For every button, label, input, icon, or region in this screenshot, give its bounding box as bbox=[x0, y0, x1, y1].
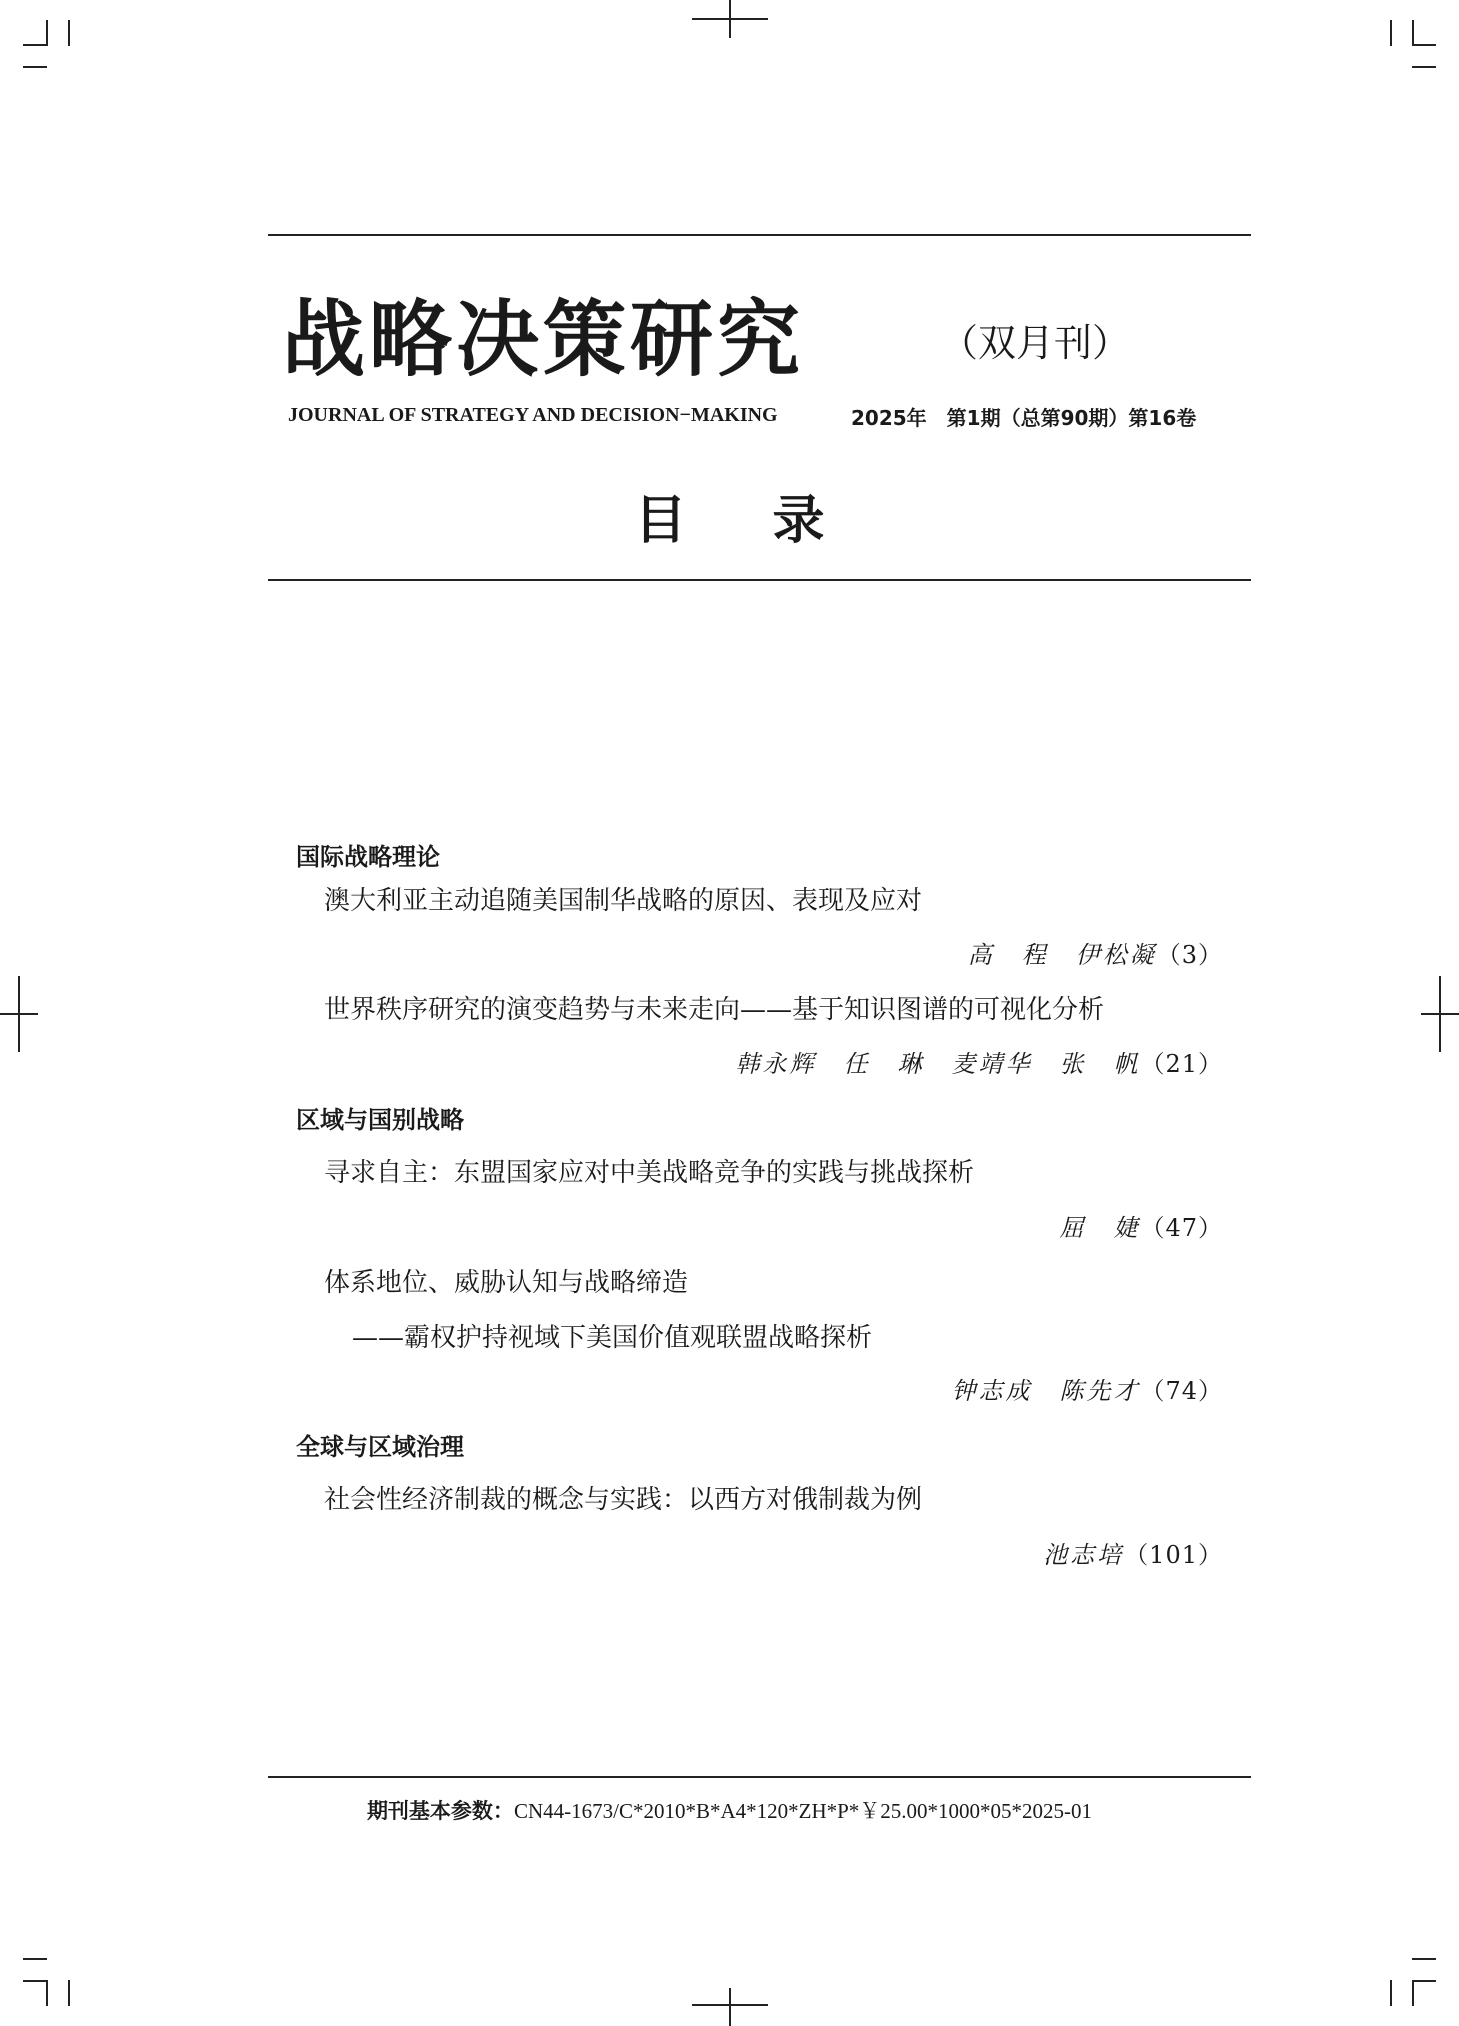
crop-mark bbox=[1390, 1980, 1392, 2006]
crop-mark bbox=[1412, 44, 1436, 46]
footer-rule bbox=[268, 1776, 1251, 1778]
journal-title: 战略决策研究 bbox=[282, 290, 804, 388]
article-page: （3） bbox=[1156, 941, 1223, 969]
section-heading: 国际战略理论 bbox=[296, 843, 440, 871]
article-page: （21） bbox=[1140, 1050, 1223, 1078]
journal-parameters bbox=[0, 1795, 1459, 1825]
article-title[interactable]: 世界秩序研究的演变趋势与未来走向——基于知识图谱的可视化分析 bbox=[324, 995, 1105, 1025]
crop-mark bbox=[1412, 1980, 1414, 2006]
header-bottom-rule bbox=[268, 579, 1251, 581]
article-authors-line bbox=[1059, 1208, 1223, 1243]
crop-mark bbox=[68, 1980, 70, 2006]
article-page: （47） bbox=[1140, 1214, 1223, 1242]
crop-mark bbox=[1412, 1980, 1436, 1982]
crop-mark bbox=[23, 1958, 47, 1960]
article-title[interactable]: 寻求自主：东盟国家应对中美战略竞争的实践与挑战探析 bbox=[324, 1158, 975, 1188]
register-mark bbox=[729, 1988, 731, 2026]
article-authors: 屈 婕 bbox=[1059, 1214, 1141, 1242]
article-authors-line bbox=[968, 935, 1223, 970]
header-top-rule bbox=[268, 234, 1251, 236]
article-authors: 韩永辉 任 琳 麦靖华 张 帆 bbox=[735, 1050, 1141, 1078]
crop-mark bbox=[1412, 20, 1414, 46]
article-page: （101） bbox=[1124, 1541, 1223, 1569]
crop-mark bbox=[46, 20, 48, 46]
article-subtitle: ——霸权护持视域下美国价值观联盟战略探析 bbox=[352, 1323, 873, 1353]
register-mark bbox=[18, 976, 20, 1052]
section-heading: 区域与国别战略 bbox=[296, 1106, 464, 1134]
crop-mark bbox=[23, 66, 47, 68]
register-mark bbox=[1439, 976, 1441, 1052]
article-title[interactable]: 澳大利亚主动追随美国制华战略的原因、表现及应对 bbox=[324, 886, 923, 916]
params-label: 期刊基本参数： bbox=[366, 1799, 514, 1823]
contents-heading: 目 录 bbox=[634, 490, 859, 551]
crop-mark bbox=[68, 20, 70, 46]
article-authors-line bbox=[951, 1371, 1223, 1406]
params-value: CN44-1673/C*2010*B*A4*120*ZH*P*￥25.00*1000*05*2025-01 bbox=[513, 1799, 1093, 1823]
crop-mark bbox=[46, 1980, 48, 2006]
article-title[interactable]: 社会性经济制裁的概念与实践：以西方对俄制裁为例 bbox=[324, 1485, 923, 1515]
article-page: （74） bbox=[1140, 1377, 1223, 1405]
crop-mark bbox=[23, 1980, 47, 1982]
crop-mark bbox=[1412, 66, 1436, 68]
article-authors: 高 程 伊松凝 bbox=[967, 941, 1157, 969]
register-mark bbox=[729, 0, 731, 38]
article-title[interactable]: 体系地位、威胁认知与战略缔造 bbox=[324, 1268, 689, 1298]
crop-mark bbox=[1412, 1958, 1436, 1960]
article-authors-line bbox=[735, 1044, 1223, 1079]
journal-english-name: JOURNAL OF STRATEGY AND DECISION−MAKING bbox=[288, 404, 778, 426]
article-authors: 池志培 bbox=[1043, 1541, 1125, 1569]
section-heading: 全球与区域治理 bbox=[296, 1433, 464, 1461]
article-authors: 钟志成 陈先才 bbox=[951, 1377, 1141, 1405]
article-authors-line bbox=[1043, 1535, 1223, 1570]
journal-frequency: （双月刊） bbox=[940, 321, 1131, 365]
issue-info: 2025年 第1期（总第90期）第16卷 bbox=[851, 406, 1197, 430]
crop-mark bbox=[23, 44, 47, 46]
crop-mark bbox=[1390, 20, 1392, 46]
